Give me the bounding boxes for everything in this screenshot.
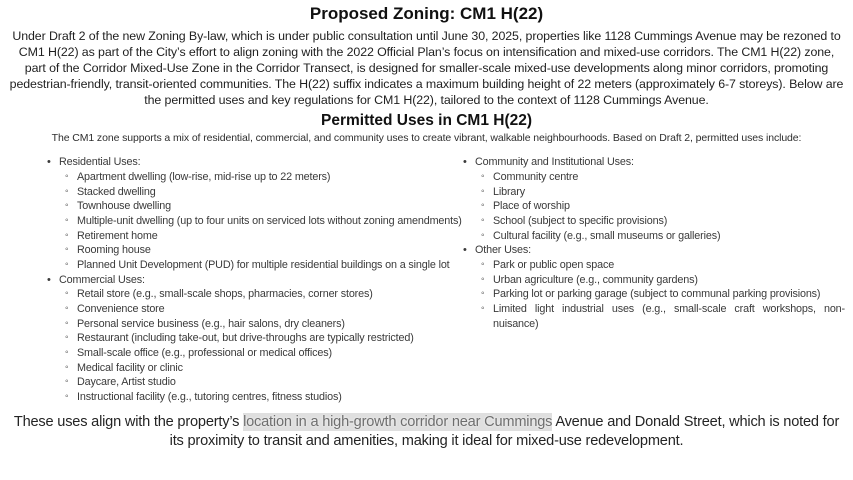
sub-bullet-marker-icon: ◦ [65,376,69,388]
use-item-text: Place of worship [493,200,570,213]
sub-bullet-marker-icon: ◦ [481,200,485,212]
sub-bullet-marker-icon: ◦ [481,259,485,271]
use-item-text: Stacked dwelling [77,185,156,198]
use-items-list [481,258,845,331]
permitted-uses-right-column [463,155,853,331]
use-item [481,229,845,244]
use-item-text: Cultural facility (e.g., small museums or galleries) [493,229,721,242]
use-category-label: Residential Uses: [59,156,141,169]
use-item-text: Apartment dwelling (low-rise, mid-rise up to 22 meters) [77,171,331,184]
closing-text-highlighted: location in a high-growth corridor near Cummings [243,413,553,430]
sub-bullet-marker-icon: ◦ [65,185,69,197]
section-intro: The CM1 zone supports a mix of residential, commercial, and community uses to create vibrant, walkable neighbourhoods. Based on Draft 2, permitted uses include: [51,132,802,145]
bullet-marker-icon: • [463,156,467,169]
sub-bullet-marker-icon: ◦ [65,171,69,183]
sub-bullet-marker-icon: ◦ [65,332,69,344]
use-category [463,155,845,243]
use-item [481,302,845,331]
use-item [481,185,845,200]
closing-text-before: These uses align with the property’s [13,413,244,430]
use-items-list [65,287,463,404]
sub-bullet-marker-icon: ◦ [481,185,485,197]
use-item [65,346,463,361]
use-item-text: Convenience store [77,303,165,316]
use-category [47,273,463,405]
use-category-label: Commercial Uses: [59,273,145,286]
use-item-text: Urban agriculture (e.g., community gardens) [493,273,698,286]
use-item-text: Daycare, Artist studio [77,376,176,389]
use-item-text: Medical facility or clinic [77,361,183,374]
use-item [65,170,463,185]
use-item [481,214,845,229]
sub-bullet-marker-icon: ◦ [481,171,485,183]
use-item [65,243,463,258]
use-item [481,258,845,273]
use-item [481,170,845,185]
use-item-text: Planned Unit Development (PUD) for multiple residential buildings on a single lot [77,259,450,272]
use-item-text: Personal service business (e.g., hair salons, dry cleaners) [77,317,345,330]
sub-bullet-marker-icon: ◦ [65,288,69,300]
use-item [481,287,845,302]
use-item-text: Restaurant (including take-out, but drive-throughs are typically restricted) [77,332,414,345]
permitted-uses-left-column [47,155,463,404]
use-item [65,287,463,302]
use-category-row [47,155,463,170]
use-item [65,317,463,332]
use-category-label: Community and Institutional Uses: [475,156,634,169]
bullet-marker-icon: • [47,156,51,169]
use-item-text: Parking lot or parking garage (subject to communal parking provisions) [493,288,821,301]
use-item-text: Instructional facility (e.g., tutoring centres, fitness studios) [77,390,342,403]
use-item [65,229,463,244]
use-item-text: Library [493,185,525,198]
use-category [47,155,463,272]
closing-paragraph [0,413,853,452]
sub-bullet-marker-icon: ◦ [65,244,69,256]
use-category-row [463,243,845,258]
page-title: Proposed Zoning: CM1 H(22) [309,4,544,23]
use-item [481,273,845,288]
intro-paragraph: Under Draft 2 of the new Zoning By-law, which is under public consultation until June 30, 2025, properties like 1128 Cummings Avenue may be rezoned to CM1 H(22) as part of the City’s effort to align zoning with the 2022 Official Plan’s focus on intensification and mixed-use corridors. The CM1 H(22) zone, part of the Corridor Mixed-Use Zone in the Corridor Transect, is designed for smaller-scale mixed-use developments along minor corridors, promoting pedestrian-friendly, transit-oriented communities. The H(22) suffix indicates a maximum building height of 22 meters (approximately 6-7 storeys). Below are the permitted uses and key regulations for CM1 H(22), tailored to the context of 1128 Cummings Avenue. [9,29,844,108]
sub-bullet-marker-icon: ◦ [65,317,69,329]
use-item-text: Townhouse dwelling [77,200,171,213]
use-item-text: School (subject to specific provisions) [493,215,668,228]
bullet-marker-icon: • [463,244,467,257]
use-item [65,302,463,317]
sub-bullet-marker-icon: ◦ [65,390,69,402]
use-item [65,361,463,376]
use-category-row [47,273,463,288]
sub-bullet-marker-icon: ◦ [481,288,485,300]
bullet-marker-icon: • [47,273,51,286]
use-category [463,243,845,331]
sub-bullet-marker-icon: ◦ [65,347,69,358]
use-items-list [481,170,845,243]
use-item [65,199,463,214]
sub-bullet-marker-icon: ◦ [65,215,69,227]
permitted-uses-columns [0,155,853,404]
sub-bullet-marker-icon: ◦ [65,229,69,241]
use-item [65,185,463,200]
use-item-text: Retirement home [77,229,158,242]
use-item [65,375,463,390]
use-item-text: Multiple-unit dwelling (up to four units on serviced lots without zoning amendments) [77,215,462,228]
sub-bullet-marker-icon: ◦ [481,303,485,315]
use-category-label: Other Uses: [475,244,531,257]
sub-bullet-marker-icon: ◦ [65,361,69,373]
use-item-text: Limited light industrial uses (e.g., small-scale craft workshops, non-nuisance) [493,303,845,330]
section-heading: Permitted Uses in CM1 H(22) [320,112,533,130]
zoning-document [0,3,853,480]
use-item-text: Small-scale office (e.g., professional or medical offices) [77,347,332,359]
use-category-row [463,155,845,170]
use-item [65,390,463,405]
use-item [65,331,463,346]
use-item-text: Rooming house [77,244,151,257]
use-items-list [65,170,463,273]
sub-bullet-marker-icon: ◦ [481,215,485,227]
use-item [65,214,463,229]
sub-bullet-marker-icon: ◦ [481,273,485,285]
closing-text-after: Avenue and Donald Street, which is noted for its proximity to transit and amenities, making it ideal for mixed-use redevelopment. [169,413,840,450]
use-item-text: Retail store (e.g., small-scale shops, pharmacies, corner stores) [77,288,373,301]
use-item-text: Park or public open space [493,259,615,272]
use-item [65,258,463,273]
use-item [481,199,845,214]
sub-bullet-marker-icon: ◦ [65,200,69,212]
sub-bullet-marker-icon: ◦ [65,259,69,271]
sub-bullet-marker-icon: ◦ [481,229,485,241]
use-item-text: Community centre [493,171,579,184]
sub-bullet-marker-icon: ◦ [65,303,69,315]
